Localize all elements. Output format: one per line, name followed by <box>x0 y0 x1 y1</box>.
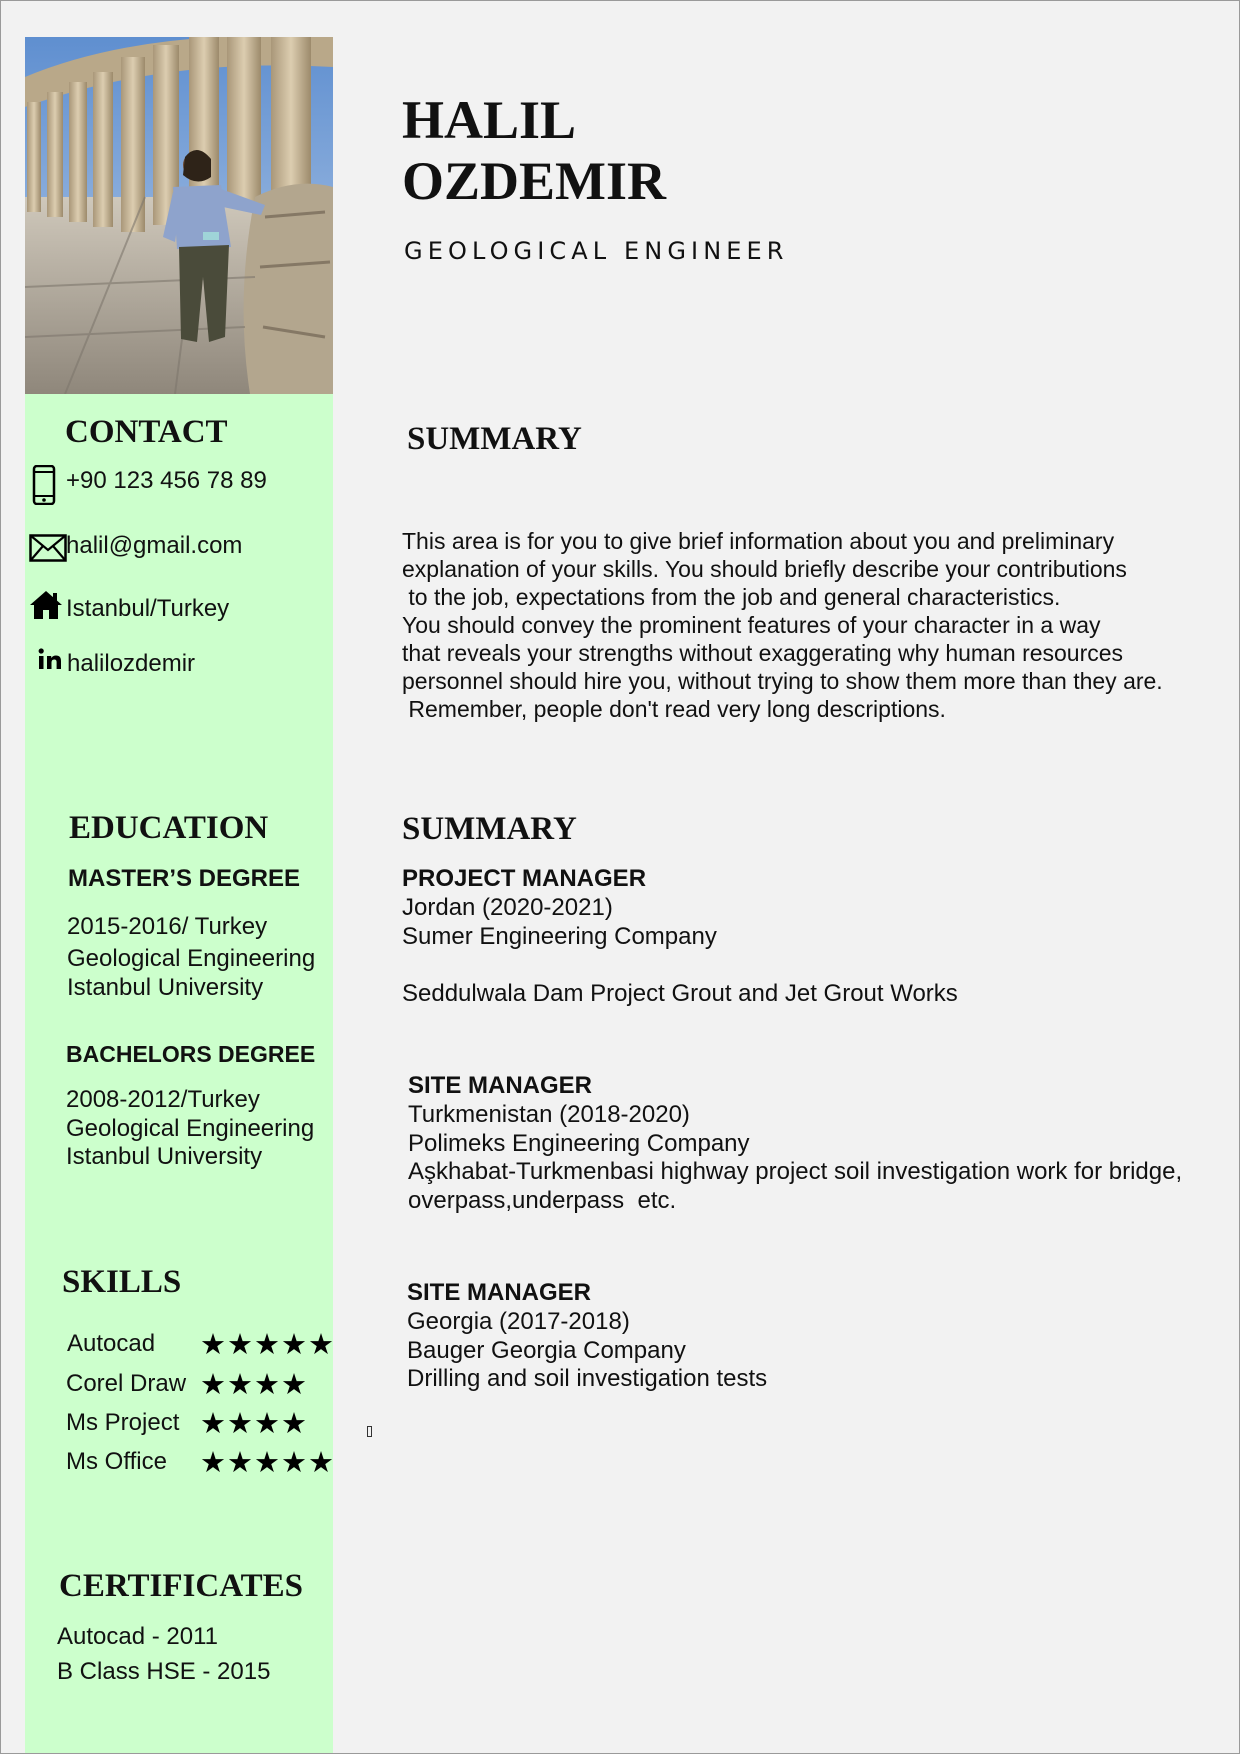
job-title: SITE MANAGER <box>407 1279 592 1306</box>
linkedin-handle[interactable]: halilozdemir <box>67 650 196 677</box>
job-details: Jordan (2020-2021) Sumer Engineering Company Seddulwala Dam Project Grout and Jet Grout Works <box>402 894 958 1007</box>
education-heading: EDUCATION <box>69 810 269 846</box>
degree-title: BACHELORS DEGREE <box>66 1041 316 1067</box>
phone-number[interactable]: +90 123 456 78 89 <box>66 467 267 494</box>
star-rating-icon: ★★★★★ <box>200 1447 335 1479</box>
degree-field: Geological Engineering <box>66 1115 315 1142</box>
skill-name: Ms Project <box>66 1409 180 1436</box>
experience-heading: SUMMARY <box>402 811 577 847</box>
text-cursor-mark <box>367 1426 372 1437</box>
star-rating-icon: ★★★★ <box>200 1408 308 1440</box>
skill-row <box>67 1329 337 1359</box>
skill-name: Ms Office <box>66 1448 167 1475</box>
mail-icon <box>29 534 67 567</box>
first-name: HALIL <box>402 90 577 150</box>
linkedin-icon <box>38 648 62 675</box>
contact-heading: CONTACT <box>65 414 228 450</box>
star-rating-icon: ★★★★ <box>200 1369 308 1401</box>
skill-name: Corel Draw <box>66 1370 187 1397</box>
degree-field: Geological Engineering <box>67 945 316 972</box>
degree-period: 2008-2012/Turkey <box>66 1086 260 1113</box>
home-icon <box>29 590 63 625</box>
job-title: SITE MANAGER <box>408 1072 593 1099</box>
job-title: PROJECT MANAGER <box>402 865 647 892</box>
last-name: OZDEMIR <box>402 151 667 211</box>
certificate-item: B Class HSE - 2015 <box>57 1658 271 1685</box>
skill-row <box>66 1369 336 1399</box>
location: Istanbul/Turkey <box>66 595 230 622</box>
skill-row <box>66 1447 336 1477</box>
certificates-heading: CERTIFICATES <box>59 1568 303 1604</box>
job-details: Georgia (2017-2018) Bauger Georgia Company Drilling and soil investigation tests <box>407 1308 768 1392</box>
skill-name: Autocad <box>67 1330 156 1357</box>
job-title: GEOLOGICAL ENGINEER <box>404 237 789 265</box>
phone-icon <box>32 465 56 510</box>
degree-title: MASTER’S DEGREE <box>68 865 301 892</box>
summary-text: This area is for you to give brief information about you and preliminary explanation of your skills. You should briefly describe your contributions to the job, expectations from the job and general characteristics. You should convey the prominent features of your character in a way that reveals your strengths without exaggerating why human resources personnel should hire you, without trying to show them more than they are. Remember, people don't read very long descriptions. <box>402 528 1163 722</box>
degree-period: 2015-2016/ Turkey <box>67 913 268 940</box>
job-details: Turkmenistan (2018-2020) Polimeks Engineering Company Aşkhabat-Turkmenbasi highway project soil investigation work for bridge, overpass,underpass etc. <box>408 1101 1183 1214</box>
email-address[interactable]: halil@gmail.com <box>66 532 243 559</box>
degree-school: Istanbul University <box>67 974 264 1001</box>
skill-row <box>66 1408 336 1438</box>
summary-heading: SUMMARY <box>407 421 582 457</box>
certificate-item: Autocad - 2011 <box>57 1623 219 1650</box>
skills-heading: SKILLS <box>62 1264 182 1300</box>
degree-school: Istanbul University <box>66 1143 263 1170</box>
star-rating-icon: ★★★★★ <box>200 1329 335 1361</box>
profile-photo <box>25 37 333 394</box>
